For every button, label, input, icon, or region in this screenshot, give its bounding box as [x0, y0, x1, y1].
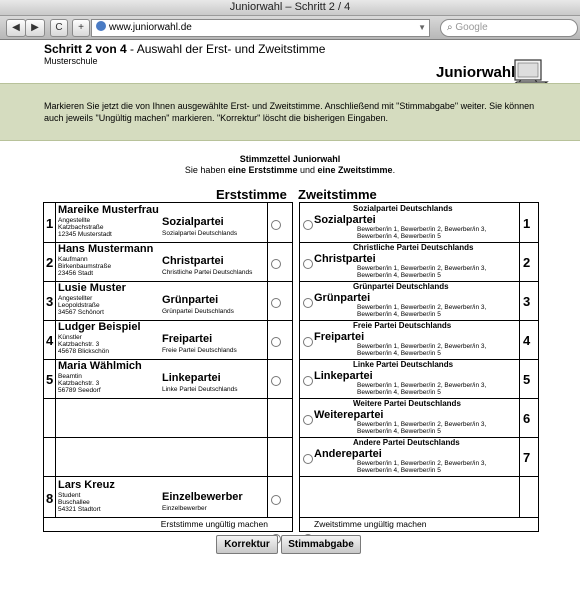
- candidate-street: Leopoldstraße: [58, 302, 100, 309]
- party-list-number: 7: [523, 450, 531, 465]
- candidate-city: 54321 Stadtort: [58, 506, 101, 513]
- candidate-party: Grünpartei: [162, 294, 219, 306]
- school-name: Musterschule: [44, 56, 98, 66]
- empty-row: [44, 437, 292, 477]
- forward-arrow-icon: ▶: [31, 22, 39, 33]
- instruction-band: [0, 83, 580, 141]
- party-list-row[interactable]: [300, 437, 538, 477]
- logo-text: Juniorwahl: [436, 64, 516, 81]
- candidate-city: 12345 Musterstadt: [58, 231, 112, 238]
- zweitstimme-heading: Zweitstimme: [298, 187, 377, 202]
- party-list-row[interactable]: [300, 359, 538, 399]
- party-full-name: Andere Partei Deutschlands: [353, 438, 460, 447]
- erststimme-invalid-row[interactable]: [44, 517, 292, 531]
- party-short-name: Sozialpartei: [314, 214, 376, 226]
- party-short-name: Anderepartei: [314, 448, 382, 460]
- party-full-name: Sozialpartei Deutschlands: [353, 204, 453, 213]
- candidate-city: 45678 Blickschön: [58, 348, 109, 355]
- candidate-number: 1: [46, 216, 54, 231]
- candidate-job: Beamtin: [58, 373, 82, 380]
- step-description: - Auswahl der Erst- und Zweitstimme: [126, 42, 326, 56]
- candidate-party: Linkepartei: [162, 372, 221, 384]
- reload-icon: C: [55, 22, 63, 33]
- subtitle-text: .: [392, 165, 396, 175]
- party-short-name: Christpartei: [314, 253, 376, 265]
- candidate-party-full: Grünpartei Deutschlands: [162, 308, 234, 315]
- dropdown-icon[interactable]: ▼: [418, 23, 426, 32]
- party-applicants: Bewerber/in 1, Bewerber/in 2, Bewerber/in 3,: [357, 460, 487, 467]
- search-icon: ⌕: [447, 22, 453, 33]
- zweitstimme-radio[interactable]: [303, 220, 313, 230]
- candidate-party: Freipartei: [162, 333, 213, 345]
- candidate-name: Maria Wählmich: [58, 360, 142, 372]
- zweitstimme-radio[interactable]: [303, 298, 313, 308]
- candidate-job: Angestellte: [58, 217, 91, 224]
- candidate-city: 34567 Schönort: [58, 309, 104, 316]
- candidate-row[interactable]: [44, 478, 292, 518]
- erststimme-heading: Erststimme: [216, 187, 287, 202]
- candidate-party-full: Einzelbewerber: [162, 505, 207, 512]
- zweitstimme-radio[interactable]: [303, 259, 313, 269]
- party-applicants: Bewerber/in 1, Bewerber/in 2, Bewerber/in 3,: [357, 343, 487, 350]
- window-title: Juniorwahl – Schritt 2 / 4: [0, 0, 580, 16]
- candidate-job: Angestellter: [58, 295, 93, 302]
- zweitstimme-radio[interactable]: [303, 454, 313, 464]
- erststimme-radio[interactable]: [271, 495, 281, 505]
- party-applicants: Bewerber/in 1, Bewerber/in 2, Bewerber/in 3,: [357, 265, 487, 272]
- party-applicants: Bewerber/in 1, Bewerber/in 2, Bewerber/in 3,: [357, 226, 487, 233]
- party-full-name: Grünpartei Deutschlands: [353, 282, 449, 291]
- party-list-row[interactable]: [300, 281, 538, 321]
- subtitle-erst: eine Erststimme: [227, 165, 298, 175]
- party-full-name: Freie Partei Deutschlands: [353, 321, 452, 330]
- party-list-number: 3: [523, 294, 531, 309]
- erststimme-radio[interactable]: [271, 220, 281, 230]
- party-list-row[interactable]: [300, 320, 538, 360]
- empty-row: [300, 476, 538, 518]
- zweitstimme-radio[interactable]: [303, 376, 313, 386]
- subtitle-text: und: [297, 165, 318, 175]
- party-short-name: Weiterepartei: [314, 409, 384, 421]
- candidate-city: 56789 Seedorf: [58, 387, 101, 394]
- erststimme-radio[interactable]: [271, 259, 281, 269]
- party-applicants: Bewerber/in 4, Bewerber/in 5: [357, 233, 441, 240]
- candidate-name: Ludger Beispiel: [58, 321, 141, 333]
- subtitle-text: Sie haben: [184, 165, 228, 175]
- candidate-party: Christpartei: [162, 255, 224, 267]
- erststimme-radio[interactable]: [271, 337, 281, 347]
- party-applicants: Bewerber/in 1, Bewerber/in 2, Bewerber/in 3,: [357, 382, 487, 389]
- back-button[interactable]: [6, 19, 26, 37]
- forward-button[interactable]: [25, 19, 45, 37]
- reload-button[interactable]: [50, 19, 68, 37]
- candidate-party-full: Sozialpartei Deutschlands: [162, 230, 238, 237]
- party-applicants: Bewerber/in 4, Bewerber/in 5: [357, 272, 441, 279]
- candidate-name: Lars Kreuz: [58, 479, 115, 491]
- candidate-party-full: Freie Partei Deutschlands: [162, 347, 237, 354]
- party-short-name: Grünpartei: [314, 292, 371, 304]
- party-short-name: Freipartei: [314, 331, 365, 343]
- step-title: [44, 42, 325, 56]
- erststimme-radio[interactable]: [271, 376, 281, 386]
- party-applicants: Bewerber/in 4, Bewerber/in 5: [357, 467, 441, 474]
- ballot-title: Stimmzettel Juniorwahl: [239, 154, 341, 164]
- address-bar[interactable]: [91, 19, 430, 37]
- party-full-name: Linke Partei Deutschlands: [353, 360, 454, 369]
- candidate-street: Katzbachstr. 3: [58, 380, 100, 387]
- candidate-street: Buschallee: [58, 499, 90, 506]
- globe-icon: [96, 21, 106, 31]
- erststimme-column: [43, 202, 293, 532]
- party-full-name: Christliche Partei Deutschlands: [353, 243, 474, 252]
- zweitstimme-radio[interactable]: [303, 415, 313, 425]
- candidate-row[interactable]: [44, 281, 292, 321]
- party-short-name: Linkepartei: [314, 370, 373, 382]
- party-list-number: 2: [523, 255, 531, 270]
- candidate-number: 5: [46, 372, 54, 387]
- party-applicants: Bewerber/in 4, Bewerber/in 5: [357, 350, 441, 357]
- party-list-number: 1: [523, 216, 531, 231]
- party-list-number: 4: [523, 333, 531, 348]
- add-bookmark-button[interactable]: [72, 19, 90, 37]
- empty-row: [44, 398, 292, 438]
- candidate-name: Hans Mustermann: [58, 243, 154, 255]
- zweitstimme-radio[interactable]: [303, 337, 313, 347]
- party-applicants: Bewerber/in 1, Bewerber/in 2, Bewerber/in 3,: [357, 421, 487, 428]
- subtitle-zweit: eine Zweitstimme: [317, 165, 393, 175]
- candidate-street: Katzbachstraße: [58, 224, 104, 231]
- candidate-party-full: Christliche Partei Deutschlands: [162, 269, 253, 276]
- candidate-city: 23456 Stadt: [58, 270, 94, 277]
- party-applicants: Bewerber/in 4, Bewerber/in 5: [357, 311, 441, 318]
- zweitstimme-invalid-label: Zweitstimme ungültig machen: [314, 519, 427, 529]
- candidate-job: Student: [58, 492, 81, 499]
- candidate-party: Sozialpartei: [162, 216, 224, 228]
- party-list-row[interactable]: [300, 398, 538, 438]
- search-field[interactable]: [440, 19, 578, 37]
- candidate-street: Katzbachstr. 3: [58, 341, 100, 348]
- candidate-party-full: Linke Partei Deutschlands: [162, 386, 238, 393]
- candidate-name: Mareike Musterfrau: [58, 204, 159, 216]
- party-full-name: Weitere Partei Deutschlands: [353, 399, 461, 408]
- party-applicants: Bewerber/in 4, Bewerber/in 5: [357, 389, 441, 396]
- korrektur-button[interactable]: Korrektur: [216, 535, 278, 554]
- browser-toolbar: [0, 16, 580, 40]
- url-text: www.juniorwahl.de: [109, 22, 192, 33]
- party-list-row[interactable]: [300, 203, 538, 243]
- party-applicants: Bewerber/in 4, Bewerber/in 5: [357, 428, 441, 435]
- party-list-number: 5: [523, 372, 531, 387]
- step-label: Schritt 2 von 4: [44, 42, 127, 56]
- candidate-number: 8: [46, 491, 54, 506]
- candidate-row[interactable]: [44, 359, 292, 399]
- candidate-number: 2: [46, 255, 54, 270]
- instructions-text: Markieren Sie jetzt die von Ihnen ausgewählte Erst- und Zweitstimme. Anschließend mit "Stimmabgabe" weiter. Sie können auch jeweils "Ungültig machen" markieren. "Korrektur" löscht die bisherigen Eingaben.: [44, 101, 535, 123]
- candidate-street: Birkenbaumstraße: [58, 263, 112, 270]
- candidate-row[interactable]: [44, 242, 292, 282]
- candidate-number: 4: [46, 333, 54, 348]
- page-header: [0, 40, 580, 83]
- candidate-name: Lusie Muster: [58, 282, 126, 294]
- party-applicants: Bewerber/in 1, Bewerber/in 2, Bewerber/in 3,: [357, 304, 487, 311]
- erststimme-radio[interactable]: [271, 298, 281, 308]
- plus-icon: +: [78, 22, 84, 33]
- candidate-party: Einzelbewerber: [162, 491, 243, 503]
- party-list-row[interactable]: [300, 242, 538, 282]
- candidate-row[interactable]: [44, 203, 292, 243]
- candidate-job: Kaufmann: [58, 256, 88, 263]
- candidate-row[interactable]: [44, 320, 292, 360]
- stimmabgabe-button[interactable]: Stimmabgabe: [281, 535, 361, 554]
- zweitstimme-invalid-row[interactable]: [300, 517, 538, 531]
- candidate-job: Künstler: [58, 334, 82, 341]
- search-placeholder: Google: [455, 22, 488, 33]
- party-list-number: 6: [523, 411, 531, 426]
- erststimme-invalid-label: Erststimme ungültig machen: [160, 519, 268, 529]
- candidate-number: 3: [46, 294, 54, 309]
- back-arrow-icon: ◀: [12, 22, 20, 33]
- ballot-subtitle: [0, 165, 580, 175]
- zweitstimme-column: [299, 202, 539, 532]
